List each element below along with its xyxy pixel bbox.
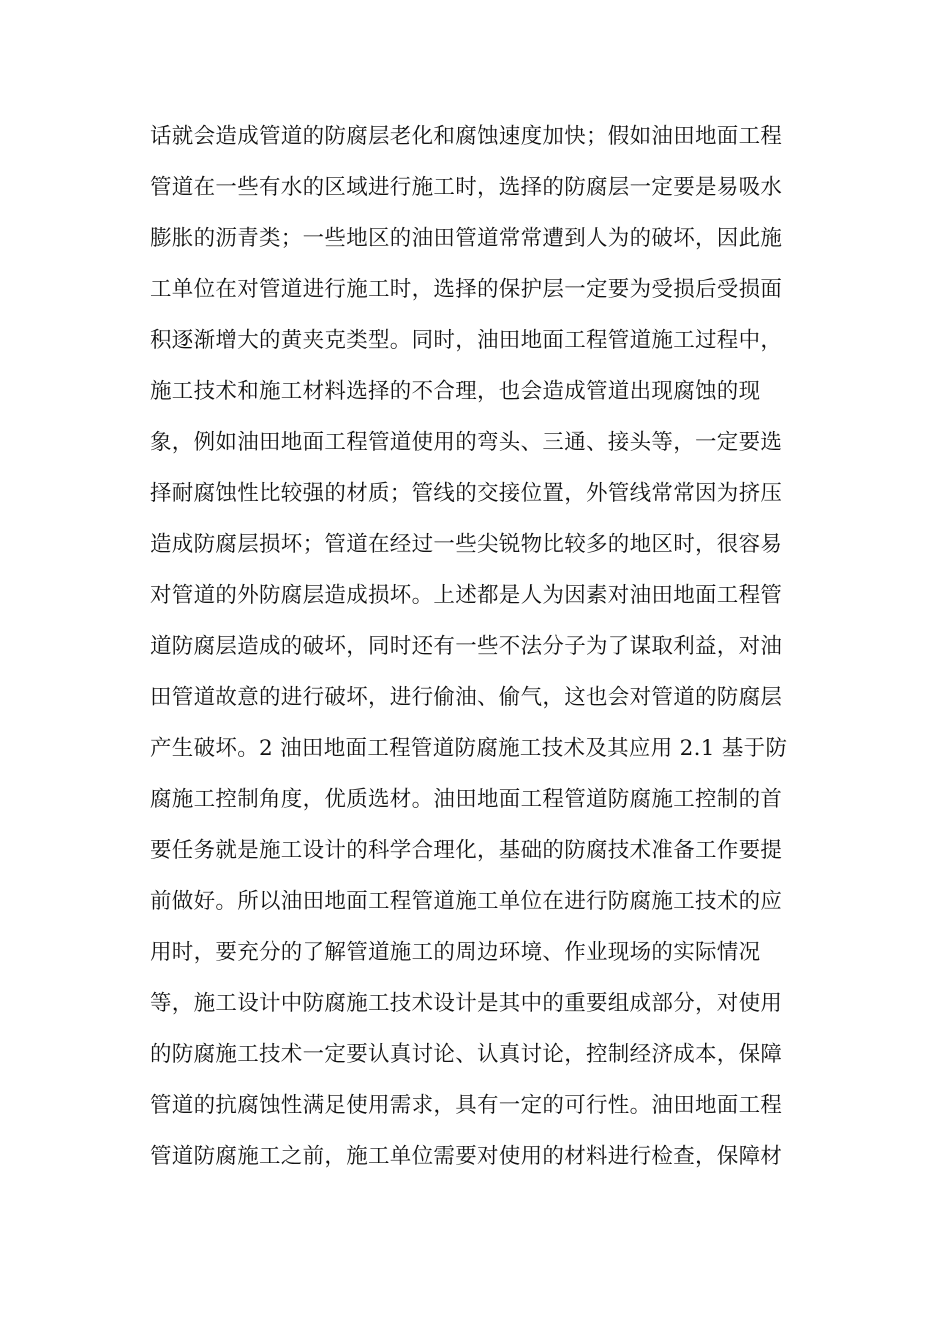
text-line: 管道的抗腐蚀性满足使用需求，具有一定的可行性。油田地面工程 (150, 1093, 783, 1118)
text-line: 管道防腐施工之前，施工单位需要对使用的材料进行检查，保障材 (150, 1144, 783, 1169)
body-text (150, 116, 810, 1187)
text-line: 要任务就是施工设计的科学合理化，基础的防腐技术准备工作要提 (150, 838, 783, 863)
text-line: 对管道的外防腐层造成损坏。上述都是人为因素对油田地面工程管 (150, 583, 783, 608)
text-line: 膨胀的沥青类；一些地区的油田管道常常遭到人为的破坏，因此施 (150, 226, 783, 251)
text-line: 前做好。所以油田地面工程管道施工单位在进行防腐施工技术的应 (150, 889, 783, 914)
text-line: 管道在一些有水的区域进行施工时，选择的防腐层一定要是易吸水 (150, 175, 783, 200)
text-line: 工单位在对管道进行施工时，选择的保护层一定要为受损后受损面 (150, 277, 783, 302)
text-line: 腐施工控制角度，优质选材。油田地面工程管道防腐施工控制的首 (150, 787, 783, 812)
text-line: 话就会造成管道的防腐层老化和腐蚀速度加快；假如油田地面工程 (150, 124, 783, 149)
text-line: 田管道故意的进行破坏，进行偷油、偷气，这也会对管道的防腐层 (150, 685, 783, 710)
text-line: 的防腐施工技术一定要认真讨论、认真讨论，控制经济成本，保障 (150, 1042, 783, 1067)
text-line: 道防腐层造成的破坏，同时还有一些不法分子为了谋取利益，对油 (150, 634, 783, 659)
text-line: 积逐渐增大的黄夹克类型。同时，油田地面工程管道施工过程中， (150, 328, 783, 353)
text-line: 象，例如油田地面工程管道使用的弯头、三通、接头等，一定要选 (150, 430, 783, 455)
text-line: 用时，要充分的了解管道施工的周边环境、作业现场的实际情况 (150, 940, 761, 965)
text-line: 等，施工设计中防腐施工技术设计是其中的重要组成部分，对使用 (150, 991, 783, 1016)
text-line: 择耐腐蚀性比较强的材质；管线的交接位置，外管线常常因为挤压 (150, 481, 783, 506)
text-line: 造成防腐层损坏；管道在经过一些尖锐物比较多的地区时，很容易 (150, 532, 783, 557)
text-line: 施工技术和施工材料选择的不合理，也会造成管道出现腐蚀的现 (150, 379, 761, 404)
text-line: 产生破坏。2 油田地面工程管道防腐施工技术及其应用 2.1 基于防 (150, 736, 788, 761)
